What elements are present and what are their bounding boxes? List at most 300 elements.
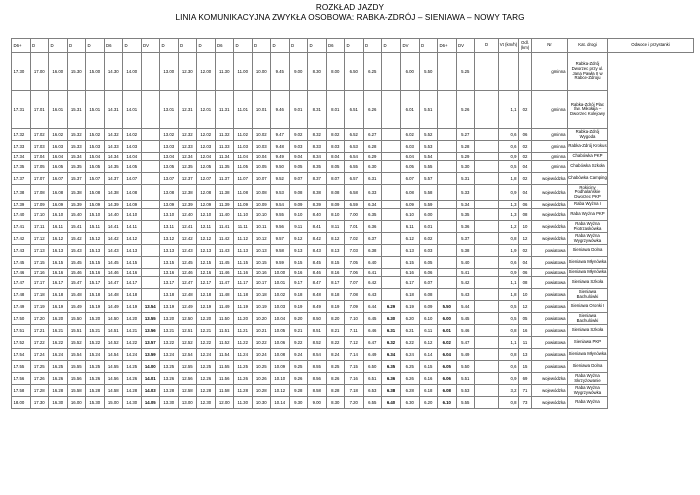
road-category-cell: gminna bbox=[532, 53, 568, 91]
time-cell: 9.09 bbox=[289, 201, 308, 209]
time-cell: 11.08 bbox=[234, 185, 253, 201]
time-cell: 8.25 bbox=[326, 361, 345, 373]
time-cell: 11.32 bbox=[215, 129, 234, 141]
time-cell: 12.40 bbox=[178, 209, 197, 221]
time-cell: 5.54 bbox=[419, 153, 438, 161]
stop-name-cell: Sieniawa Młynówka bbox=[568, 257, 608, 269]
time-cell: 14.49 bbox=[104, 301, 123, 313]
distance-cell: 1,8 bbox=[499, 173, 519, 185]
time-cell: 17.03 bbox=[30, 141, 49, 153]
time-cell: 9.50 bbox=[271, 161, 290, 173]
time-cell: 8.35 bbox=[308, 161, 327, 173]
time-cell bbox=[438, 153, 457, 161]
time-cell: 12.19 bbox=[197, 301, 216, 313]
time-cell: 12.16 bbox=[197, 269, 216, 277]
time-cell: 14.04 bbox=[123, 153, 142, 161]
time-cell: 10.30 bbox=[252, 397, 271, 409]
time-cell: 9.57 bbox=[271, 233, 290, 245]
time-cell: 16.20 bbox=[49, 313, 68, 325]
header-cell: Nr bbox=[532, 39, 568, 53]
time-cell: 11.24 bbox=[234, 349, 253, 361]
time-cell: 8.24 bbox=[326, 349, 345, 361]
time-cell: 5.29 bbox=[456, 153, 475, 161]
time-cell: 8.38 bbox=[308, 185, 327, 201]
time-cell: 6.09 bbox=[419, 301, 438, 313]
time-cell: 17.09 bbox=[30, 201, 49, 209]
header-cell: D bbox=[289, 39, 308, 53]
time-cell: 5.38 bbox=[456, 245, 475, 257]
time-cell: 8.11 bbox=[326, 221, 345, 233]
time-cell: 15.02 bbox=[86, 129, 105, 141]
distance-cell: 0,9 bbox=[499, 373, 519, 385]
road-category-cell: powiatowa bbox=[532, 361, 568, 373]
time-cell: 13.04 bbox=[160, 153, 179, 161]
time-cell: 11.40 bbox=[215, 209, 234, 221]
stop-number-cell: 04 bbox=[519, 161, 532, 173]
time-cell: 16.03 bbox=[49, 141, 68, 153]
time-cell: 8.22 bbox=[326, 337, 345, 349]
stop-name-cell: Raba Wyżna bbox=[568, 397, 608, 409]
time-cell: 15.38 bbox=[67, 185, 86, 201]
time-cell: 13.25 bbox=[160, 361, 179, 373]
stop-number-cell: 16 bbox=[519, 325, 532, 337]
road-category-cell: powiatowa bbox=[532, 277, 568, 289]
time-cell bbox=[141, 161, 160, 173]
time-cell: 11.18 bbox=[234, 289, 253, 301]
time-cell: 6.07 bbox=[419, 277, 438, 289]
time-cell: 14.47 bbox=[104, 277, 123, 289]
time-cell: 8.13 bbox=[326, 245, 345, 257]
time-cell: 12.33 bbox=[178, 141, 197, 153]
header-cell: D6 bbox=[215, 39, 234, 53]
time-cell: 14.31 bbox=[104, 91, 123, 129]
time-cell: 10.08 bbox=[271, 349, 290, 361]
time-cell: 15.40 bbox=[67, 209, 86, 221]
time-cell: 15.24 bbox=[86, 349, 105, 361]
time-cell: 17.12 bbox=[30, 233, 49, 245]
speed-cell bbox=[475, 373, 499, 385]
time-cell: 9.16 bbox=[289, 269, 308, 277]
time-cell bbox=[438, 233, 457, 245]
time-cell: 16.30 bbox=[49, 397, 68, 409]
time-cell: 16.08 bbox=[49, 185, 68, 201]
time-cell: 14.01 bbox=[123, 91, 142, 129]
time-cell: 9.03 bbox=[289, 141, 308, 153]
time-cell: 14.10 bbox=[123, 209, 142, 221]
time-cell: 15.37 bbox=[67, 173, 86, 185]
time-cell: 15.52 bbox=[67, 337, 86, 349]
time-cell: 6.11 bbox=[419, 325, 438, 337]
time-cell: 16.15 bbox=[49, 257, 68, 269]
time-cell: 17.08 bbox=[30, 185, 49, 201]
time-cell bbox=[141, 257, 160, 269]
time-cell: 7.03 bbox=[345, 245, 364, 257]
speed-cell bbox=[475, 201, 499, 209]
time-cell: 11.01 bbox=[234, 91, 253, 129]
header-cell: Kat. drogi bbox=[568, 39, 608, 53]
table-row bbox=[12, 129, 694, 141]
road-category-cell: powiatowa bbox=[532, 337, 568, 349]
time-cell: 11.54 bbox=[215, 349, 234, 361]
stop-name-cell: Rabka-Zdrój Plac Św. Mikołaja – Dworzec Kolejowy bbox=[568, 91, 608, 129]
road-category-cell: wojewódzka bbox=[532, 221, 568, 233]
time-cell: 15.47 bbox=[67, 277, 86, 289]
time-cell: 14.16 bbox=[123, 269, 142, 277]
time-cell: 16.01 bbox=[49, 91, 68, 129]
header-cell: D bbox=[178, 39, 197, 53]
time-cell: 10.03 bbox=[271, 301, 290, 313]
time-cell: 9.53 bbox=[271, 185, 290, 201]
time-cell: 15.05 bbox=[86, 161, 105, 173]
time-cell: 9.02 bbox=[289, 129, 308, 141]
stop-name-cell: Raba Wyżna I bbox=[568, 201, 608, 209]
time-cell bbox=[438, 161, 457, 173]
time-cell: 6.28 bbox=[401, 385, 420, 397]
road-category-cell: gminna bbox=[532, 153, 568, 161]
timetable-title bbox=[0, 0, 700, 22]
time-cell: 17.43 bbox=[12, 245, 31, 257]
time-cell: 10.10 bbox=[271, 373, 290, 385]
time-cell: 14.24 bbox=[123, 349, 142, 361]
time-cell: 6.51 bbox=[345, 91, 364, 129]
time-cell: 11.16 bbox=[234, 269, 253, 277]
time-cell: 17.41 bbox=[12, 221, 31, 233]
time-cell: 12.05 bbox=[197, 161, 216, 173]
time-cell: 15.19 bbox=[86, 301, 105, 313]
time-cell: 11.20 bbox=[234, 313, 253, 325]
time-cell bbox=[382, 201, 401, 209]
time-cell: 6.09 bbox=[401, 201, 420, 209]
stop-name-cell: Chabówka Szkoła bbox=[568, 161, 608, 173]
time-cell: 14.39 bbox=[104, 201, 123, 209]
stop-number-cell: 13 bbox=[519, 349, 532, 361]
time-cell: 15.50 bbox=[67, 313, 86, 325]
time-cell: 13.57 bbox=[141, 337, 160, 349]
time-cell: 6.01 bbox=[438, 325, 457, 337]
time-cell bbox=[141, 221, 160, 233]
time-cell bbox=[438, 257, 457, 269]
stop-number-cell: 04 bbox=[519, 257, 532, 269]
time-cell bbox=[382, 245, 401, 257]
time-cell: 9.05 bbox=[289, 161, 308, 173]
time-cell: 17.16 bbox=[30, 269, 49, 277]
time-cell: 7.09 bbox=[345, 301, 364, 313]
time-cell: 14.32 bbox=[104, 129, 123, 141]
time-cell: 9.15 bbox=[289, 257, 308, 269]
time-cell: 15.48 bbox=[67, 289, 86, 301]
time-cell: 9.30 bbox=[289, 397, 308, 409]
time-cell: 11.26 bbox=[234, 373, 253, 385]
stop-number-cell: 05 bbox=[519, 313, 532, 325]
time-cell: 17.19 bbox=[30, 301, 49, 313]
time-cell: 12.00 bbox=[197, 53, 216, 91]
time-cell: 11.04 bbox=[234, 153, 253, 161]
distance-cell bbox=[499, 53, 519, 91]
time-cell: 8.05 bbox=[326, 161, 345, 173]
time-cell: 6.12 bbox=[419, 337, 438, 349]
time-cell: 15.11 bbox=[86, 221, 105, 233]
title-line-1: ROZKŁAD JAZDY bbox=[315, 3, 385, 12]
time-cell: 17.32 bbox=[12, 129, 31, 141]
time-cell: 11.10 bbox=[234, 209, 253, 221]
stop-name-cell: Sieniawa Dolna bbox=[568, 361, 608, 373]
time-cell: 5.26 bbox=[456, 91, 475, 129]
time-cell: 6.34 bbox=[363, 201, 382, 209]
time-cell: 6.18 bbox=[401, 289, 420, 301]
stop-name-cell: Raba Wyżna Piotrzaskówka bbox=[568, 221, 608, 233]
time-cell: 16.04 bbox=[49, 153, 68, 161]
stop-name-cell: Sieniawa PKP bbox=[568, 337, 608, 349]
time-cell: 14.18 bbox=[123, 289, 142, 301]
time-cell: 14.54 bbox=[104, 349, 123, 361]
time-cell: 14.19 bbox=[123, 301, 142, 313]
time-cell: 11.30 bbox=[234, 397, 253, 409]
stop-number-cell: 02 bbox=[519, 141, 532, 153]
time-cell: 16.16 bbox=[49, 269, 68, 277]
time-cell: 12.35 bbox=[178, 161, 197, 173]
time-cell: 16.22 bbox=[49, 337, 68, 349]
time-cell: 8.30 bbox=[326, 397, 345, 409]
time-cell: 16.18 bbox=[49, 289, 68, 301]
table-row bbox=[12, 91, 694, 129]
time-cell: 17.28 bbox=[30, 385, 49, 397]
road-category-cell: powiatowa bbox=[532, 313, 568, 325]
time-cell: 13.30 bbox=[160, 397, 179, 409]
distance-cell: 1,8 bbox=[499, 289, 519, 301]
stop-name-cell: Sieniawa Szkoła bbox=[568, 325, 608, 337]
time-cell bbox=[141, 141, 160, 153]
time-cell: 12.12 bbox=[197, 233, 216, 245]
speed-cell bbox=[475, 269, 499, 277]
table-row bbox=[12, 245, 694, 257]
time-cell: 9.04 bbox=[289, 153, 308, 161]
time-cell: 16.17 bbox=[49, 277, 68, 289]
distance-cell: 1,3 bbox=[499, 201, 519, 209]
header-cell: D bbox=[363, 39, 382, 53]
time-cell: 16.25 bbox=[49, 361, 68, 373]
time-cell: 6.28 bbox=[363, 141, 382, 153]
time-cell: 10.12 bbox=[252, 233, 271, 245]
time-cell: 5.25 bbox=[456, 53, 475, 91]
table-row bbox=[12, 361, 694, 373]
speed-cell bbox=[475, 385, 499, 397]
time-cell: 17.54 bbox=[12, 349, 31, 361]
road-category-cell: gminna bbox=[532, 141, 568, 153]
time-cell: 10.28 bbox=[252, 385, 271, 397]
time-cell: 6.30 bbox=[382, 313, 401, 325]
header-cell: D bbox=[30, 39, 49, 53]
time-cell: 6.29 bbox=[363, 153, 382, 161]
table-row bbox=[12, 313, 694, 325]
time-cell: 8.41 bbox=[308, 221, 327, 233]
time-cell: 6.02 bbox=[438, 337, 457, 349]
time-cell: 15.34 bbox=[67, 153, 86, 161]
table-row bbox=[12, 301, 694, 313]
time-cell: 13.11 bbox=[160, 221, 179, 233]
table-row bbox=[12, 53, 694, 91]
table-row bbox=[12, 269, 694, 277]
time-cell: 6.37 bbox=[363, 233, 382, 245]
header-cell: Odl. (km) bbox=[519, 39, 532, 53]
header-cell: D bbox=[308, 39, 327, 53]
time-cell: 17.39 bbox=[12, 201, 31, 209]
header-cell: D bbox=[419, 39, 438, 53]
time-cell: 11.50 bbox=[215, 313, 234, 325]
time-cell: 14.30 bbox=[104, 53, 123, 91]
time-cell: 10.19 bbox=[252, 301, 271, 313]
time-cell: 8.31 bbox=[308, 91, 327, 129]
time-cell: 12.32 bbox=[178, 129, 197, 141]
time-cell: 6.31 bbox=[382, 325, 401, 337]
time-cell: 17.13 bbox=[30, 245, 49, 257]
time-cell: 12.15 bbox=[197, 257, 216, 269]
time-cell: 15.15 bbox=[86, 257, 105, 269]
time-cell: 15.46 bbox=[67, 269, 86, 277]
time-cell: 17.58 bbox=[12, 385, 31, 397]
time-cell: 13.54 bbox=[141, 301, 160, 313]
time-cell: 17.52 bbox=[12, 337, 31, 349]
time-cell bbox=[382, 185, 401, 201]
time-cell: 6.38 bbox=[382, 385, 401, 397]
time-cell: 6.27 bbox=[363, 129, 382, 141]
time-cell: 14.46 bbox=[104, 269, 123, 277]
header-cell: D bbox=[252, 39, 271, 53]
time-cell: 9.00 bbox=[308, 397, 327, 409]
time-cell: 5.51 bbox=[456, 373, 475, 385]
road-category-cell: powiatowa bbox=[532, 301, 568, 313]
time-cell: 9.12 bbox=[289, 233, 308, 245]
time-cell: 6.58 bbox=[345, 185, 364, 201]
time-cell: 5.33 bbox=[456, 185, 475, 201]
stop-name-cell: Raba Wyżna PKP bbox=[568, 209, 608, 221]
time-cell: 6.36 bbox=[382, 373, 401, 385]
time-cell: 9.21 bbox=[289, 325, 308, 337]
time-cell: 7.12 bbox=[345, 337, 364, 349]
time-cell: 6.45 bbox=[363, 313, 382, 325]
table-row bbox=[12, 373, 694, 385]
time-cell bbox=[438, 53, 457, 91]
time-cell: 9.58 bbox=[271, 245, 290, 257]
time-cell: 11.34 bbox=[215, 153, 234, 161]
time-cell: 6.05 bbox=[401, 161, 420, 173]
time-cell: 5.43 bbox=[456, 289, 475, 301]
time-cell: 6.30 bbox=[401, 397, 420, 409]
time-cell bbox=[438, 141, 457, 153]
time-cell: 9.28 bbox=[289, 385, 308, 397]
time-cell: 12.46 bbox=[178, 269, 197, 277]
time-cell: 6.25 bbox=[363, 53, 382, 91]
time-cell: 12.34 bbox=[178, 153, 197, 161]
time-cell: 9.56 bbox=[271, 221, 290, 233]
time-cell: 17.49 bbox=[12, 301, 31, 313]
time-cell: 15.49 bbox=[67, 301, 86, 313]
time-cell: 16.02 bbox=[49, 129, 68, 141]
time-cell: 14.51 bbox=[104, 325, 123, 337]
time-cell: 9.48 bbox=[271, 141, 290, 153]
time-cell: 13.16 bbox=[160, 269, 179, 277]
time-cell: 12.22 bbox=[197, 337, 216, 349]
speed-cell bbox=[475, 209, 499, 221]
distance-cell: 0,5 bbox=[499, 301, 519, 313]
time-cell: 17.02 bbox=[30, 129, 49, 141]
speed-cell bbox=[475, 245, 499, 257]
time-cell: 6.26 bbox=[363, 91, 382, 129]
time-cell bbox=[382, 53, 401, 91]
time-cell: 12.24 bbox=[197, 349, 216, 361]
time-cell: 17.00 bbox=[30, 53, 49, 91]
time-cell: 14.28 bbox=[123, 385, 142, 397]
time-cell: 10.14 bbox=[271, 397, 290, 409]
time-cell: 6.33 bbox=[363, 185, 382, 201]
time-cell: 13.01 bbox=[160, 91, 179, 129]
header-cell: D bbox=[345, 39, 364, 53]
time-cell: 17.30 bbox=[12, 53, 31, 91]
time-cell: 11.15 bbox=[234, 257, 253, 269]
time-cell: 8.40 bbox=[308, 209, 327, 221]
time-cell: 15.00 bbox=[86, 53, 105, 91]
time-cell bbox=[382, 269, 401, 277]
time-cell: 17.33 bbox=[12, 141, 31, 153]
time-cell: 16.11 bbox=[49, 221, 68, 233]
time-cell: 15.18 bbox=[86, 289, 105, 301]
time-cell: 11.02 bbox=[234, 129, 253, 141]
time-cell: 5.47 bbox=[456, 337, 475, 349]
time-cell: 6.46 bbox=[363, 325, 382, 337]
time-cell: 13.07 bbox=[160, 173, 179, 185]
distance-cell: 1,1 bbox=[499, 277, 519, 289]
road-category-cell: wojewódzka bbox=[532, 373, 568, 385]
time-cell: 7.06 bbox=[345, 269, 364, 277]
stop-number-cell: 73 bbox=[519, 397, 532, 409]
time-cell: 10.24 bbox=[252, 349, 271, 361]
time-cell: 12.07 bbox=[197, 173, 216, 185]
time-cell: 6.10 bbox=[401, 209, 420, 221]
time-cell: 6.06 bbox=[438, 373, 457, 385]
header-cell: DV bbox=[141, 39, 160, 53]
time-cell: 6.04 bbox=[438, 349, 457, 361]
time-cell: 6.55 bbox=[363, 397, 382, 409]
distance-cell: 0,5 bbox=[499, 161, 519, 173]
time-cell: 11.49 bbox=[215, 301, 234, 313]
time-cell bbox=[382, 257, 401, 269]
stop-name-cell: Raba Wyżna Skrzyżowanie bbox=[568, 373, 608, 385]
time-cell: 6.51 bbox=[363, 373, 382, 385]
time-cell: 10.00 bbox=[271, 269, 290, 277]
time-cell: 14.56 bbox=[104, 373, 123, 385]
time-cell: 14.15 bbox=[123, 257, 142, 269]
time-cell: 11.46 bbox=[215, 269, 234, 277]
time-cell: 10.09 bbox=[252, 201, 271, 209]
time-cell: 5.36 bbox=[456, 221, 475, 233]
time-cell: 5.46 bbox=[456, 325, 475, 337]
time-cell: 12.47 bbox=[178, 277, 197, 289]
time-cell: 6.41 bbox=[363, 269, 382, 277]
time-cell: 14.37 bbox=[104, 173, 123, 185]
time-cell: 6.35 bbox=[382, 361, 401, 373]
time-cell: 10.01 bbox=[252, 91, 271, 129]
time-cell: 17.20 bbox=[30, 313, 49, 325]
table-row bbox=[12, 277, 694, 289]
header-cell: D6+ bbox=[438, 39, 457, 53]
time-cell: 8.30 bbox=[308, 53, 327, 91]
road-category-cell: gminna bbox=[532, 161, 568, 173]
time-cell: 14.02 bbox=[123, 129, 142, 141]
time-cell: 6.50 bbox=[345, 53, 364, 91]
time-cell: 8.46 bbox=[308, 269, 327, 277]
time-cell: 8.45 bbox=[308, 257, 327, 269]
time-cell: 8.51 bbox=[308, 325, 327, 337]
time-cell: 17.11 bbox=[30, 221, 49, 233]
